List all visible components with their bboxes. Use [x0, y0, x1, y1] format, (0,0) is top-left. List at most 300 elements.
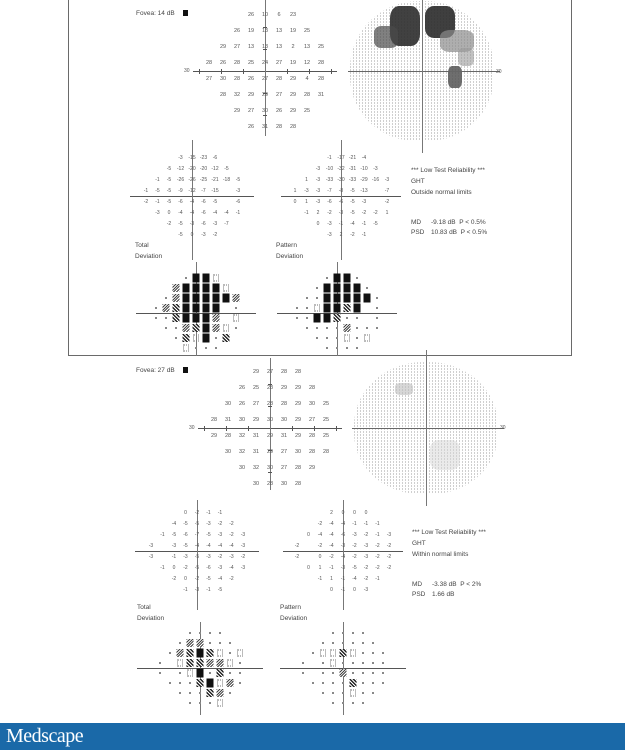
probability-symbol: [235, 307, 237, 309]
grid-value: -3: [315, 187, 321, 194]
grid-value: 2: [330, 509, 333, 516]
probability-symbol: [336, 347, 338, 349]
probability-symbol: [316, 297, 318, 299]
grid-value: 29: [308, 465, 316, 471]
grid-value: 30: [280, 481, 288, 487]
probability-symbol: [372, 652, 374, 654]
probability-symbol: [342, 682, 344, 684]
grid-value: -3: [183, 553, 188, 560]
probability-symbol: [193, 284, 200, 293]
grid-value: 13: [275, 28, 283, 34]
grid-value: 28: [266, 385, 274, 391]
probability-symbol: [332, 692, 334, 694]
grid-value: -33: [325, 176, 334, 183]
grid-value: -4: [178, 209, 183, 216]
psd-p: P < 0.5%: [460, 229, 488, 236]
grid-value: -6: [206, 564, 211, 571]
grid-value: -2: [317, 542, 323, 549]
grid-value: -3: [194, 586, 200, 593]
grid-value: 30: [252, 481, 260, 487]
grid-value: -20: [199, 165, 208, 172]
grid-value: 30: [224, 449, 232, 455]
grid-value: -6: [201, 220, 206, 227]
probability-symbol: [364, 294, 371, 303]
grid-value: -5: [350, 209, 355, 216]
grid-value: -5: [350, 198, 355, 205]
probability-symbol: [356, 327, 358, 329]
probability-symbol: [187, 649, 194, 657]
grid-value: -3: [361, 198, 367, 205]
grid-value: -6: [327, 198, 332, 205]
probability-symbol: [193, 304, 200, 313]
label-line: Deviation: [276, 253, 304, 260]
grid-value: 31: [252, 449, 260, 455]
probability-symbol: [332, 672, 334, 674]
probability-symbol: [215, 347, 217, 349]
probability-symbol: [316, 327, 318, 329]
fovea-text: Fovea: 27 dB: [136, 367, 175, 374]
probability-symbol: [366, 287, 368, 289]
probability-symbol: [356, 317, 358, 319]
probability-symbol: [193, 294, 200, 303]
grid-value: 28: [219, 92, 227, 98]
grid-value: -2: [143, 198, 149, 205]
grid-value: -5: [235, 176, 241, 183]
grid-value: -3: [304, 187, 309, 194]
grid-value: -2: [229, 531, 234, 538]
grid-value: -5: [178, 231, 183, 238]
grid-value: 13: [261, 28, 269, 34]
grid-value: -6: [235, 198, 241, 205]
grid-value: -2: [352, 542, 357, 549]
reliability-text: *** Low Test Reliability ***: [412, 529, 486, 536]
probability-symbol: [207, 679, 214, 688]
probability-symbol: [223, 294, 230, 303]
grid-value: 26: [247, 12, 255, 18]
grid-value: -1: [375, 531, 380, 538]
md-row: [411, 218, 487, 228]
grid-value: -3: [201, 231, 206, 238]
probability-symbol: [362, 652, 364, 654]
label-line: Total: [137, 604, 151, 611]
probability-symbol: [312, 682, 314, 684]
probability-symbol: [342, 702, 344, 704]
probability-symbol: [203, 314, 210, 323]
grid-value: -3: [315, 198, 321, 205]
grid-value: 29: [247, 92, 255, 98]
grid-value: 29: [252, 369, 260, 375]
probability-symbol: [177, 660, 183, 667]
grid-value: -1: [160, 531, 165, 538]
probability-symbol: [187, 670, 193, 677]
md-value: -9.18 dB: [431, 219, 456, 226]
grid-value: -1: [317, 575, 323, 582]
grid-value: -4: [206, 542, 211, 549]
grid-value: -6: [340, 531, 346, 538]
grid-value: 32: [233, 92, 241, 98]
probability-symbol: [326, 327, 328, 329]
grid-value: -3: [178, 154, 183, 161]
grid-value: -4: [340, 520, 346, 527]
vertical-axis: [422, 0, 423, 153]
probability-symbol: [352, 702, 354, 704]
probability-symbol: [346, 347, 348, 349]
probability-symbol: [332, 642, 334, 644]
probability-symbol: [217, 669, 224, 677]
grid-value: 32: [238, 449, 246, 455]
md-row: [412, 580, 481, 590]
probability-symbol: [199, 632, 201, 634]
grid-value: -1: [143, 187, 149, 194]
probability-symbol: [183, 345, 189, 352]
grid-value: 30: [280, 417, 288, 423]
probability-symbol: [324, 304, 331, 313]
grid-value: -5: [224, 165, 229, 172]
probability-symbol: [352, 632, 354, 634]
grid-value: -3: [240, 542, 246, 549]
grid-value: 28: [224, 433, 232, 439]
grid-value: 19: [289, 60, 297, 66]
grid-value: -2: [361, 209, 367, 216]
grid-value: 27: [252, 401, 260, 407]
grid-value: 27: [275, 92, 283, 98]
probability-symbol: [326, 277, 328, 279]
grid-value: 28: [308, 433, 316, 439]
grid-value: 19: [289, 28, 297, 34]
grid-value: -5: [206, 531, 211, 538]
probability-symbol: [207, 659, 214, 667]
ght-label: GHT: [411, 178, 425, 185]
axis-tick: [226, 426, 227, 431]
grid-value: -10: [360, 165, 368, 172]
probability-symbol: [239, 672, 241, 674]
fovea-text: Fovea: 14 dB: [136, 10, 175, 17]
grid-value: 0: [167, 209, 171, 216]
grid-value: 12: [303, 60, 311, 66]
grid-value: -33: [348, 176, 357, 183]
grid-value: -1: [361, 220, 367, 227]
probability-symbol: [316, 287, 318, 289]
probability-symbol: [350, 679, 357, 687]
grid-value: -4: [361, 154, 367, 161]
grid-value: -2: [294, 542, 300, 549]
grid-value: 26: [247, 76, 255, 82]
grid-value: 32: [238, 433, 246, 439]
probability-symbol: [213, 324, 220, 332]
probability-symbol: [376, 297, 378, 299]
probability-symbol: [372, 642, 374, 644]
axis-label: 30: [500, 425, 506, 431]
grid-value: -1: [327, 154, 332, 161]
grid-value: -2: [363, 575, 369, 582]
probability-symbol: [354, 284, 361, 293]
probability-symbol: [173, 304, 180, 312]
grid-value: 25: [317, 44, 325, 50]
grid-value: 13: [303, 44, 311, 50]
probability-symbol: [362, 682, 364, 684]
grid-value: 29: [261, 92, 269, 98]
probability-symbol: [217, 650, 223, 657]
probability-symbol: [306, 317, 308, 319]
grid-value: -4: [329, 520, 334, 527]
grid-value: 28: [317, 76, 325, 82]
grid-value: 28: [233, 60, 241, 66]
grid-value: 31: [252, 433, 260, 439]
axis-tick: [199, 69, 200, 74]
grid-value: 29: [294, 401, 302, 407]
probability-symbol: [197, 659, 204, 667]
probability-symbol: [334, 294, 341, 303]
probability-symbol: [372, 692, 374, 694]
probability-symbol: [189, 682, 191, 684]
axis-tick: [248, 426, 249, 431]
grid-value: -10: [325, 165, 334, 172]
probability-symbol: [179, 642, 181, 644]
grid-value: 0: [307, 564, 310, 571]
bottom-indices: [412, 580, 481, 600]
probability-symbol: [159, 662, 161, 664]
probability-symbol: [302, 662, 304, 664]
probability-symbol: [209, 642, 211, 644]
probability-symbol: [376, 327, 378, 329]
grid-value: -23: [199, 154, 208, 161]
probability-symbol: [376, 307, 378, 309]
probability-symbol: [362, 642, 364, 644]
probability-symbol: [217, 659, 224, 667]
probability-symbol: [155, 307, 157, 309]
grid-value: 0: [353, 586, 356, 593]
probability-symbol: [324, 284, 331, 293]
probability-symbol: [322, 692, 324, 694]
grid-value: -3: [155, 209, 160, 216]
psd-row: [411, 228, 487, 238]
grid-value: 29: [219, 44, 227, 50]
psd-row: [412, 590, 481, 600]
probability-symbol: [334, 274, 341, 283]
grid-value: 28: [280, 369, 288, 375]
grid-value: -2: [171, 575, 177, 582]
grid-value: -13: [360, 187, 368, 194]
grid-value: 28: [266, 481, 274, 487]
grid-value: -3: [240, 564, 246, 571]
probability-symbol: [193, 324, 200, 332]
probability-symbol: [302, 672, 304, 674]
grid-value: -12: [188, 187, 196, 194]
probability-symbol: [227, 660, 233, 667]
probability-symbol: [207, 689, 214, 697]
grid-value: -2: [229, 520, 234, 527]
probability-symbol: [344, 294, 351, 303]
probability-symbol: [203, 304, 210, 313]
grid-value: -3: [352, 531, 357, 538]
probability-symbol: [217, 680, 223, 687]
grid-value: 27: [205, 76, 213, 82]
probability-symbol: [344, 284, 351, 293]
grid-value: 26: [238, 401, 246, 407]
grid-value: -30: [337, 176, 345, 183]
grid-value: -3: [240, 531, 246, 538]
probability-symbol: [342, 642, 344, 644]
grid-value: -1: [340, 586, 346, 593]
grid-value: -6: [201, 209, 206, 216]
probability-symbol: [187, 639, 194, 647]
probability-symbol: [336, 327, 338, 329]
grid-value: -3: [338, 209, 344, 216]
grid-value: 27: [308, 417, 316, 423]
grid-value: -1: [338, 220, 344, 227]
grid-value: -2: [375, 564, 380, 571]
probability-symbol: [203, 274, 210, 283]
probability-symbol: [193, 274, 200, 283]
grid-value: -3: [189, 220, 195, 227]
probability-symbol: [342, 632, 344, 634]
grid-value: -4: [352, 575, 357, 582]
label-line: Total: [135, 242, 149, 249]
grid-value: -4: [224, 209, 229, 216]
grid-value: -3: [206, 520, 211, 527]
grid-value: -5: [217, 586, 223, 593]
probability-symbol: [382, 672, 384, 674]
probability-symbol: [372, 662, 374, 664]
grid-value: -5: [183, 520, 188, 527]
grid-value: 2: [291, 44, 295, 50]
probability-symbol: [362, 702, 364, 704]
grid-value: -5: [166, 198, 172, 205]
grid-value: -2: [363, 564, 369, 571]
probability-symbol: [340, 649, 347, 657]
probability-symbol: [237, 650, 243, 657]
probability-symbol: [203, 294, 210, 303]
grid-value: 27: [275, 60, 283, 66]
axis-tick: [263, 115, 267, 116]
probability-symbol: [213, 314, 220, 322]
axis-tick: [309, 69, 310, 74]
md-label: MD: [412, 581, 423, 588]
probability-symbol: [320, 650, 326, 657]
grid-value: -4: [194, 542, 200, 549]
grid-value: 29: [289, 92, 297, 98]
grid-value: -2: [217, 553, 223, 560]
psd-value: 1.66 dB: [432, 591, 455, 598]
probability-symbol: [183, 294, 190, 303]
grid-value: -12: [211, 165, 219, 172]
probability-symbol: [296, 307, 298, 309]
grid-value: -5: [166, 165, 172, 172]
grid-value: 23: [289, 12, 297, 18]
grid-value: 27: [280, 449, 288, 455]
probability-symbol: [185, 277, 187, 279]
horizontal-axis: [348, 71, 500, 72]
grid-value: -1: [155, 176, 160, 183]
axis-tick: [292, 426, 293, 431]
grid-value: -3: [315, 165, 321, 172]
probability-symbol: [372, 682, 374, 684]
probability-symbol: [352, 642, 354, 644]
grid-value: 26: [275, 108, 283, 114]
grid-value: -5: [212, 198, 218, 205]
grid-value: -3: [363, 553, 369, 560]
probability-symbol: [155, 317, 157, 319]
grid-value: 0: [307, 531, 310, 538]
probability-symbol: [213, 304, 220, 313]
probability-symbol: [366, 327, 368, 329]
grid-value: -6: [183, 531, 188, 538]
grid-value: -3: [327, 220, 332, 227]
grid-value: 2: [339, 231, 343, 238]
probability-symbol: [179, 692, 181, 694]
top-indices: [411, 218, 487, 238]
grid-value: -4: [329, 531, 334, 538]
grid-value: -17: [337, 154, 345, 161]
probability-symbol: [175, 327, 177, 329]
probability-symbol: [213, 275, 219, 282]
probability-symbol: [169, 652, 171, 654]
grid-value: 27: [247, 108, 255, 114]
probability-symbol: [183, 284, 190, 293]
axis-tick: [243, 69, 244, 74]
grid-value: -2: [373, 209, 378, 216]
grid-value: 1: [293, 187, 297, 194]
reliability-text: *** Low Test Reliability ***: [411, 167, 485, 174]
grid-value: -3: [373, 165, 378, 172]
grid-value: -2: [375, 542, 380, 549]
grid-value: 29: [233, 108, 241, 114]
grid-value: -7: [224, 220, 229, 227]
grid-value: 1: [385, 209, 389, 216]
probability-symbol: [352, 672, 354, 674]
probability-symbol: [165, 297, 167, 299]
grid-value: 6: [277, 12, 281, 18]
probability-symbol: [217, 689, 224, 697]
grid-value: -5: [352, 564, 357, 571]
probability-symbol: [227, 679, 234, 687]
grid-value: -2: [229, 575, 234, 582]
grid-value: -3: [340, 564, 346, 571]
grid-value: 28: [233, 76, 241, 82]
grid-value: -3: [217, 531, 223, 538]
probability-symbol: [197, 679, 204, 687]
grid-value: 31: [317, 92, 325, 98]
grid-value: 19: [247, 28, 255, 34]
grid-value: -3: [206, 553, 211, 560]
grid-value: 28: [205, 60, 213, 66]
probability-symbol: [197, 669, 204, 678]
grid-value: 29: [280, 385, 288, 391]
probability-symbol: [322, 642, 324, 644]
grid-value: 0: [316, 220, 320, 227]
probability-symbol: [229, 672, 231, 674]
psd-value: 10.83 dB: [431, 229, 458, 236]
grid-value: 25: [247, 60, 255, 66]
probability-symbol: [209, 672, 211, 674]
horizontal-axis: [352, 428, 504, 429]
probability-symbol: [209, 632, 211, 634]
psd-label: PSD: [412, 591, 426, 598]
grid-value: -4: [171, 520, 177, 527]
grid-value: -6: [178, 198, 183, 205]
top-pattern-deviation-label: [276, 240, 303, 262]
grid-value: 30: [238, 465, 246, 471]
grid-value: -2: [194, 575, 200, 582]
grid-value: -4: [189, 209, 195, 216]
axis-tick: [336, 426, 337, 431]
grid-value: -2: [212, 231, 218, 238]
grid-value: -4: [229, 564, 234, 571]
grid-value: -2: [327, 209, 332, 216]
probability-symbol: [195, 347, 197, 349]
grid-value: -1: [217, 509, 223, 516]
grid-value: 27: [266, 369, 274, 375]
